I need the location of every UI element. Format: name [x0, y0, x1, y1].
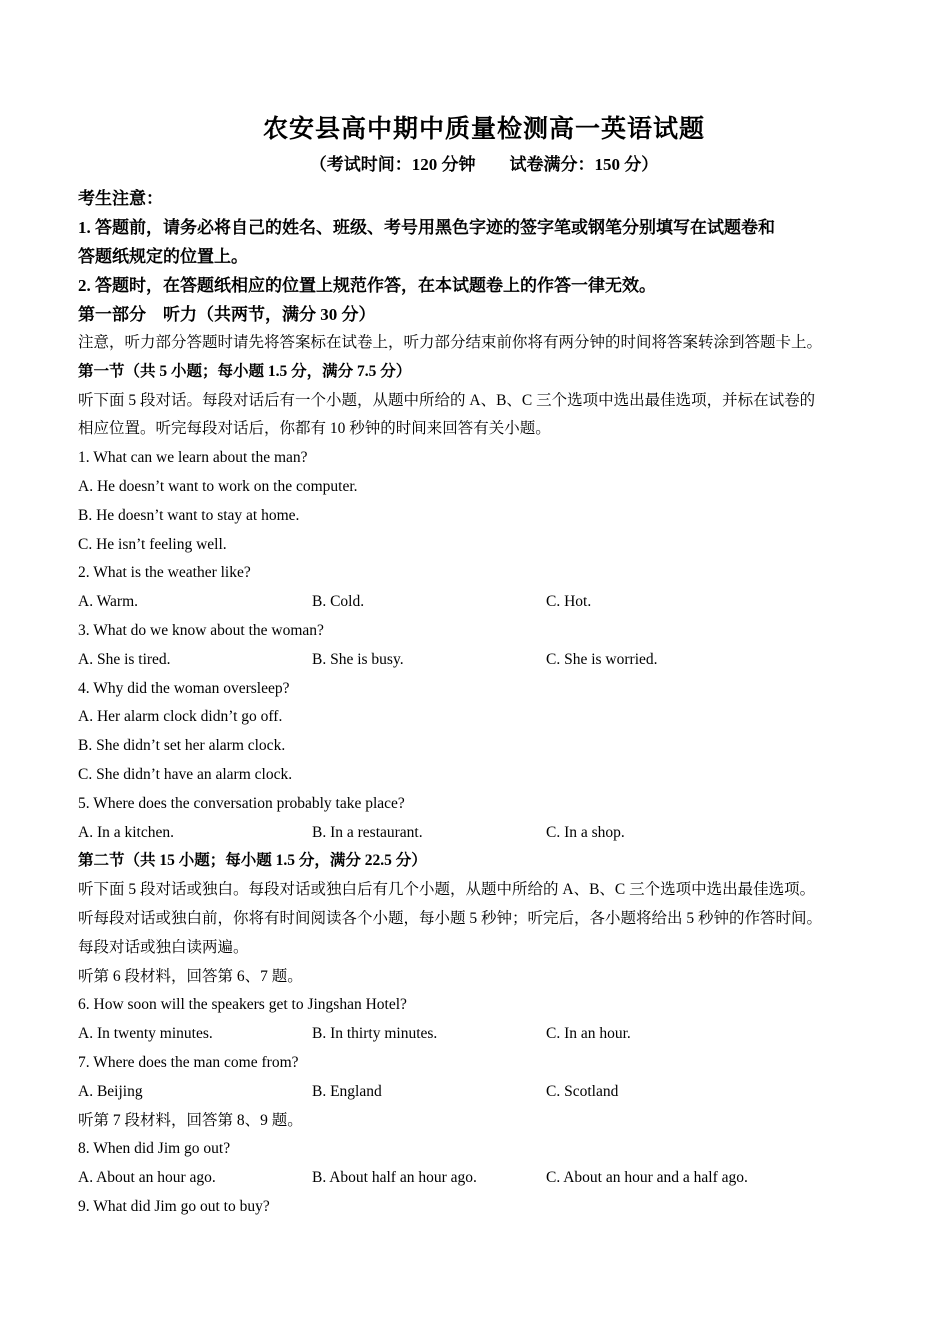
question-8-option-a: A. About an hour ago.: [78, 1169, 216, 1187]
question-3-option-c: C. She is worried.: [546, 650, 658, 668]
question-7-option-a: A. Beijing: [78, 1082, 143, 1100]
section2-instruction-a: 听下面 5 段对话或独白。每段对话或独白后有几个小题，从题中所给的 A、B、C 三个选项中选出最佳选项。: [78, 881, 816, 899]
exam-subtitle: （考试时间：120 分钟 试卷满分：150 分）: [309, 155, 659, 174]
question-3-option-b: B. She is busy.: [312, 650, 404, 668]
notice-item-1b: 答题纸规定的位置上。: [78, 247, 248, 266]
question-2-options: [78, 588, 890, 617]
question-8-option-c: C. About an hour and a half ago.: [546, 1169, 748, 1187]
question-7-options: [78, 1078, 890, 1107]
section1-instruction-b: 相应位置。听完每段对话后，你都有 10 秒钟的时间来回答有关小题。: [78, 420, 551, 438]
question-4-stem: 4. Why did the woman oversleep?: [78, 679, 290, 697]
question-6-options: [78, 1020, 890, 1049]
question-1-option-c: C. He isn’t feeling well.: [78, 535, 227, 553]
question-1-option-a: A. He doesn’t want to work on the computer.: [78, 477, 358, 495]
question-6-stem: 6. How soon will the speakers get to Jingshan Hotel?: [78, 996, 407, 1014]
notice-heading: 考生注意：: [78, 189, 163, 208]
question-7-option-b: B. England: [312, 1082, 382, 1100]
question-2-option-a: A. Warm.: [78, 593, 139, 611]
exam-page: [78, 112, 890, 1222]
question-7-option-c: C. Scotland: [546, 1082, 619, 1100]
question-4-option-c: C. She didn’t have an alarm clock.: [78, 765, 293, 783]
question-3-options: [78, 646, 890, 675]
question-8-stem: 8. When did Jim go out?: [78, 1140, 231, 1158]
question-6-option-b: B. In thirty minutes.: [312, 1025, 438, 1043]
section2-heading: 第二节（共 15 小题；每小题 1.5 分，满分 22.5 分）: [78, 852, 427, 870]
question-5-options: [78, 819, 890, 848]
part1-note: 注意，听力部分答题时请先将答案标在试卷上，听力部分结束前你将有两分钟的时间将答案转涂到答题卡上。: [78, 334, 823, 351]
question-9-stem: 9. What did Jim go out to buy?: [78, 1197, 270, 1215]
notice-item-2: 2. 答题时，在答题纸相应的位置上规范作答，在本试题卷上的作答一律无效。: [78, 276, 656, 295]
section1-heading: 第一节（共 5 小题；每小题 1.5 分，满分 7.5 分）: [78, 362, 412, 380]
exam-title: 农安县高中期中质量检测高一英语试题: [262, 116, 705, 143]
question-6-option-c: C. In an hour.: [546, 1025, 631, 1043]
material-7-intro: 听第 7 段材料，回答第 8、9 题。: [78, 1111, 303, 1129]
section1-instruction-a: 听下面 5 段对话。每段对话后有一个小题，从题中所给的 A、B、C 三个选项中选出最佳选项，并标在试卷的: [78, 391, 816, 409]
question-2-option-b: B. Cold.: [312, 593, 365, 611]
question-6-option-a: A. In twenty minutes.: [78, 1025, 213, 1043]
question-1-option-b: B. He doesn’t want to stay at home.: [78, 506, 300, 524]
section2-instruction-c: 每段对话或独白读两遍。: [78, 938, 249, 956]
notice-item-1a: 1. 答题前，请务必将自己的姓名、班级、考号用黑色字迹的签字笔或钢笔分别填写在试题卷和: [78, 218, 775, 237]
question-3-stem: 3. What do we know about the woman?: [78, 621, 324, 639]
question-1-stem: 1. What can we learn about the man?: [78, 449, 308, 467]
question-8-options: [78, 1164, 890, 1193]
question-5-option-a: A. In a kitchen.: [78, 823, 174, 841]
question-5-option-c: C. In a shop.: [546, 823, 625, 841]
section2-instruction-b: 听每段对话或独白前，你将有时间阅读各个小题，每小题 5 秒钟；听完后，各小题将给出 5 秒钟的作答时间。: [78, 909, 823, 927]
question-7-stem: 7. Where does the man come from?: [78, 1053, 299, 1071]
question-2-option-c: C. Hot.: [546, 593, 592, 611]
question-2-stem: 2. What is the weather like?: [78, 564, 251, 582]
part1-heading: 第一部分 听力（共两节，满分 30 分）: [78, 305, 376, 324]
question-8-option-b: B. About half an hour ago.: [312, 1169, 477, 1187]
material-6-intro: 听第 6 段材料，回答第 6、7 题。: [78, 967, 303, 985]
question-4-option-b: B. She didn’t set her alarm clock.: [78, 737, 286, 755]
question-5-stem: 5. Where does the conversation probably take place?: [78, 794, 405, 812]
question-3-option-a: A. She is tired.: [78, 650, 171, 668]
question-5-option-b: B. In a restaurant.: [312, 823, 423, 841]
question-4-option-a: A. Her alarm clock didn’t go off.: [78, 708, 283, 726]
